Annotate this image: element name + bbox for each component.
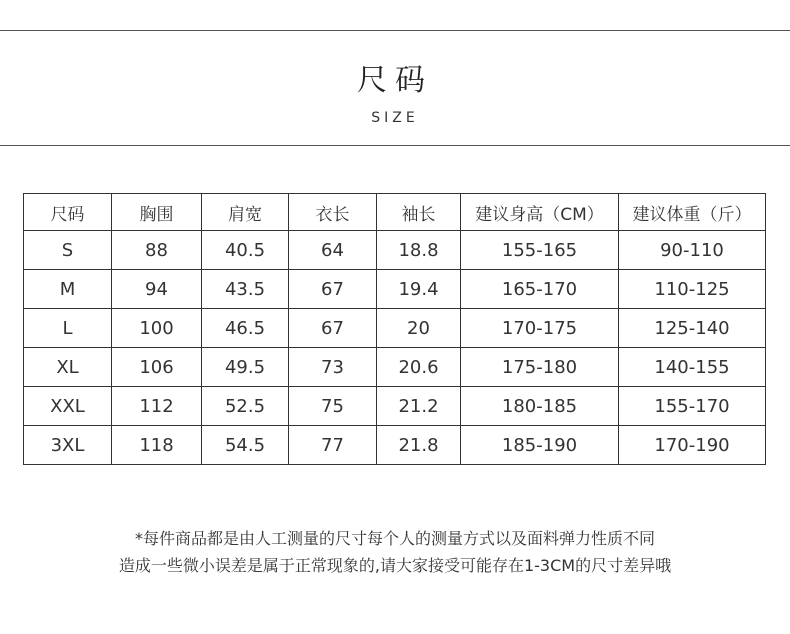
table-cell: 106 [112,348,202,387]
table-cell: 140-155 [619,348,766,387]
table-cell: 21.2 [377,387,461,426]
table-cell: 88 [112,231,202,270]
table-cell: 175-180 [461,348,619,387]
page-subtitle: SIZE [371,110,419,126]
table-cell: 100 [112,309,202,348]
table-cell: 21.8 [377,426,461,465]
table-cell: 155-165 [461,231,619,270]
top-divider [0,30,790,31]
measurement-note-line-1: *每件商品都是由人工测量的尺寸每个人的测量方式以及面料弹力性质不同 [134,529,655,548]
table-cell: 94 [112,270,202,309]
table-cell: 52.5 [202,387,289,426]
table-cell: 64 [289,231,377,270]
table-row [24,387,766,426]
table-cell: 170-175 [461,309,619,348]
table-cell: S [24,231,112,270]
table-cell: 180-185 [461,387,619,426]
size-table [23,193,766,465]
table-cell: 110-125 [619,270,766,309]
bottom-divider [0,145,790,146]
page-title: 尺码 [357,63,433,98]
table-row [24,231,766,270]
table-cell: 112 [112,387,202,426]
table-cell: 67 [289,309,377,348]
table-row [24,426,766,465]
table-cell: 19.4 [377,270,461,309]
table-cell: 75 [289,387,377,426]
table-cell: M [24,270,112,309]
table-row [24,348,766,387]
table-cell: 165-170 [461,270,619,309]
header-sleeve: 袖长 [377,194,461,231]
table-cell: 54.5 [202,426,289,465]
table-cell: 40.5 [202,231,289,270]
header-height: 建议身高（CM） [461,194,619,231]
table-cell: 43.5 [202,270,289,309]
table-cell: 20.6 [377,348,461,387]
table-cell: 3XL [24,426,112,465]
table-cell: XXL [24,387,112,426]
header-weight: 建议体重（斤） [619,194,766,231]
table-cell: L [24,309,112,348]
table-row [24,270,766,309]
measurement-note-line-2: 造成一些微小误差是属于正常现象的,请大家接受可能存在1-3CM的尺寸差异哦 [118,556,672,575]
table-cell: 185-190 [461,426,619,465]
table-cell: 170-190 [619,426,766,465]
table-cell: 46.5 [202,309,289,348]
table-cell: 125-140 [619,309,766,348]
table-header-row [24,194,766,231]
table-cell: 67 [289,270,377,309]
table-cell: 20 [377,309,461,348]
table-row [24,309,766,348]
table-cell: 73 [289,348,377,387]
header-shoulder: 肩宽 [202,194,289,231]
header-chest: 胸围 [112,194,202,231]
table-cell: 49.5 [202,348,289,387]
header-length: 衣长 [289,194,377,231]
header-size: 尺码 [24,194,112,231]
table-cell: 155-170 [619,387,766,426]
table-cell: 90-110 [619,231,766,270]
table-cell: 118 [112,426,202,465]
table-cell: XL [24,348,112,387]
table-cell: 77 [289,426,377,465]
table-cell: 18.8 [377,231,461,270]
